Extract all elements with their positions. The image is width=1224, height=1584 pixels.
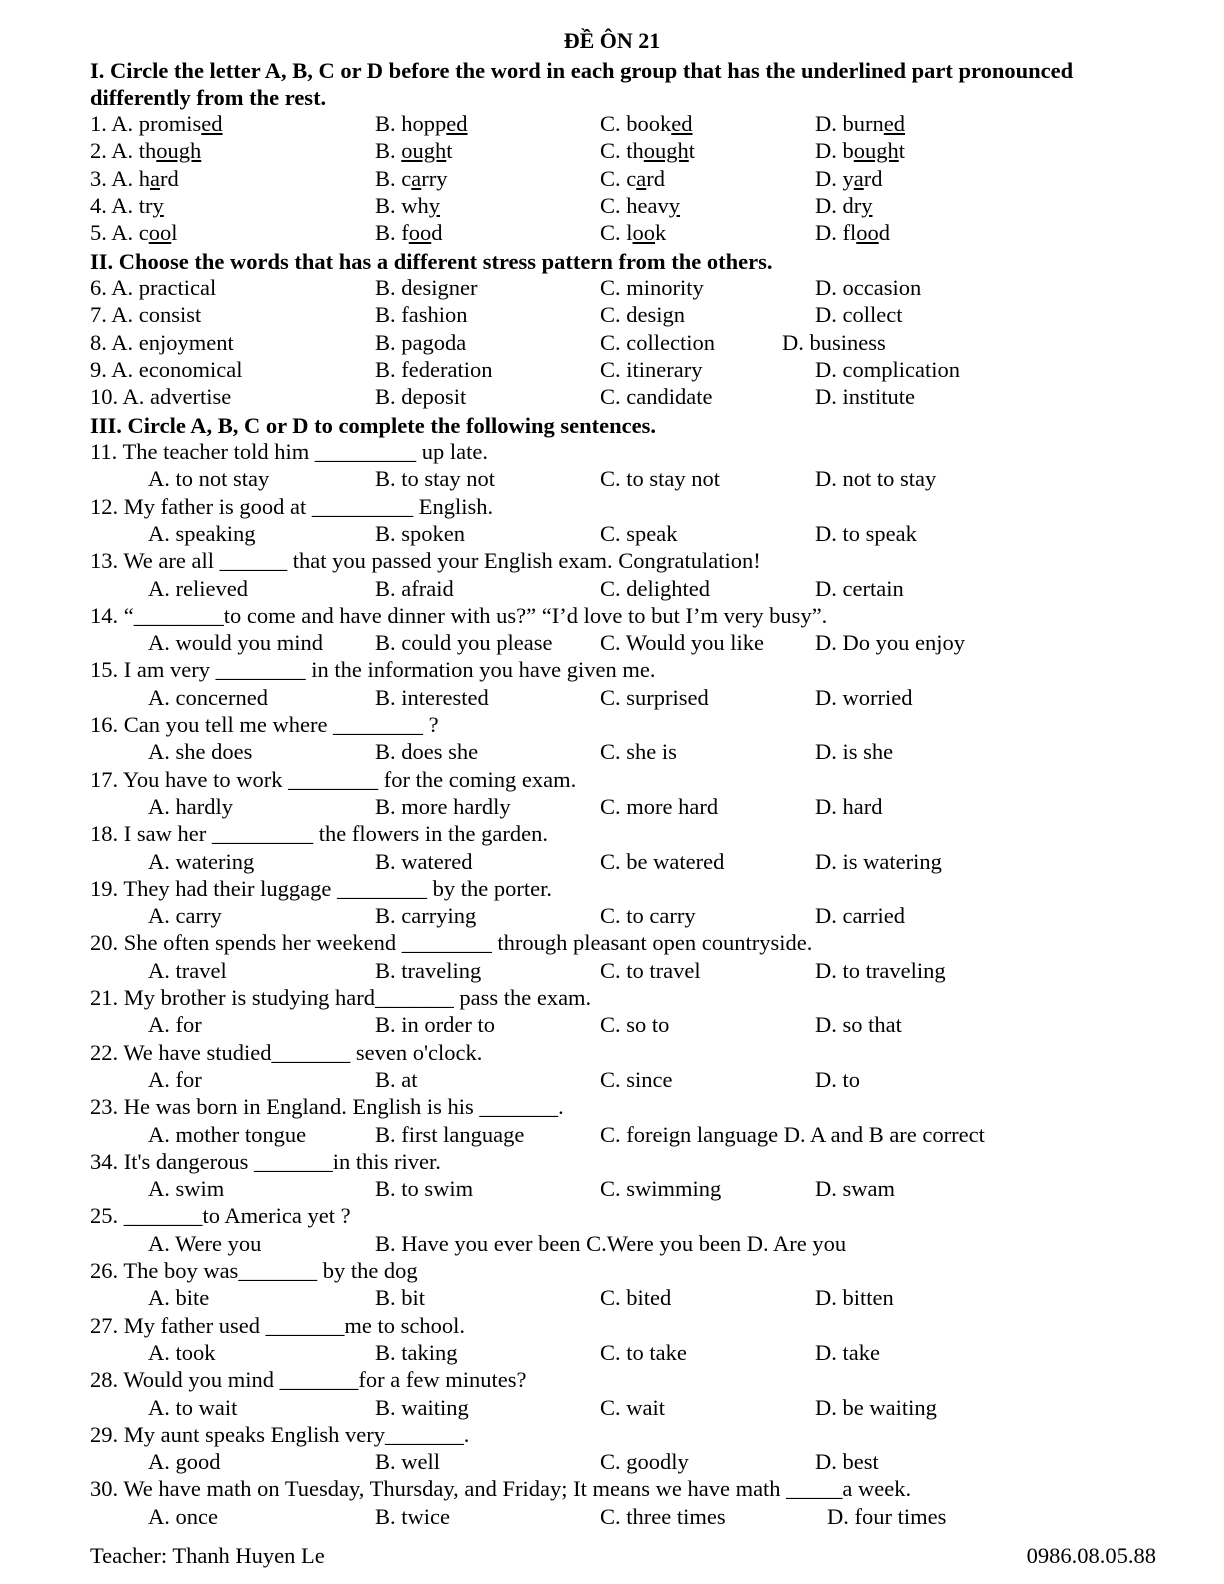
answer-option: A. travel xyxy=(148,957,227,983)
underlined-sound: oo xyxy=(632,220,656,246)
question-text: 26. The boy was_______ by the dog xyxy=(90,1258,418,1283)
answer-option: C. bited xyxy=(600,1285,672,1311)
answer-option: C. be watered xyxy=(600,848,725,874)
phone-number: 0986.08.05.88 xyxy=(1026,1543,1156,1568)
pronunciation-option xyxy=(90,193,164,219)
pronunciation-option xyxy=(815,193,873,219)
answer-option: D. Do you enjoy xyxy=(815,630,965,656)
option-text: D. y xyxy=(815,165,854,191)
answer-option: D. carried xyxy=(815,903,905,929)
option-text: rd xyxy=(863,165,883,191)
answer-option: A. took xyxy=(148,1339,216,1365)
answer-option: D. not to stay xyxy=(815,466,937,492)
option-text: d xyxy=(878,220,890,246)
answer-option: A. swim xyxy=(148,1176,225,1202)
option-text: D. burn xyxy=(815,111,884,136)
answer-option: B. spoken xyxy=(375,520,465,546)
answer-option: C. to take xyxy=(600,1339,687,1365)
question-text: 25. _______to America yet ? xyxy=(90,1203,351,1229)
option-text: B. wh xyxy=(375,192,429,218)
option-text: D. b xyxy=(815,138,854,164)
answer-option: C. foreign language D. A and B are correct xyxy=(600,1121,985,1147)
answer-option: D. best xyxy=(815,1449,879,1475)
answer-option: D. hard xyxy=(815,793,883,819)
pronunciation-option xyxy=(815,138,905,164)
option-text: D. dr xyxy=(815,192,862,218)
answer-option: B. afraid xyxy=(375,575,454,601)
underlined-sound: oo xyxy=(148,220,172,246)
answer-option: D. to xyxy=(815,1066,860,1092)
question-text: 23. He was born in England. English is his _______. xyxy=(90,1094,564,1120)
stress-option: 7. A. consist xyxy=(90,302,202,328)
answer-option: B. to stay not xyxy=(375,466,496,492)
document-title: ĐỀ ÔN 21 xyxy=(563,28,661,53)
answer-option: D. swam xyxy=(815,1176,895,1202)
question-text: 17. You have to work ________ for the coming exam. xyxy=(90,766,577,792)
answer-option: C. surprised xyxy=(600,684,709,710)
answer-option: B. at xyxy=(375,1066,418,1092)
pronunciation-option xyxy=(600,193,680,219)
answer-option: C. speak xyxy=(600,520,678,546)
underlined-sound: y xyxy=(861,192,873,218)
option-text: B. hopp xyxy=(375,111,447,136)
option-text: B. f xyxy=(375,220,409,246)
option-text: 2. A. th xyxy=(90,138,157,164)
pronunciation-option xyxy=(90,138,201,164)
answer-option: B. twice xyxy=(375,1503,450,1529)
stress-option: D. business xyxy=(782,329,886,355)
question-text: 18. I saw her _________ the flowers in the garden. xyxy=(90,821,549,847)
answer-option: C. since xyxy=(600,1066,673,1092)
answer-option: A. hardly xyxy=(148,793,233,819)
answer-option: B. does she xyxy=(375,739,479,765)
underlined-sound: a xyxy=(411,165,422,191)
underlined-sound: y xyxy=(428,192,441,218)
pronunciation-option xyxy=(375,220,443,246)
answer-option: D. four times xyxy=(827,1503,947,1529)
option-text: l xyxy=(171,220,178,246)
underlined-sound: y xyxy=(668,192,680,218)
answer-option: D. be waiting xyxy=(815,1394,937,1420)
question-text: 27. My father used _______me to school. xyxy=(90,1312,465,1338)
stress-option: D. institute xyxy=(815,384,915,410)
underlined-sound: ed xyxy=(883,111,905,136)
answer-option: A. once xyxy=(148,1503,218,1529)
underlined-sound: a xyxy=(636,165,647,191)
answer-option: B. first language xyxy=(375,1121,525,1147)
answer-option: C. she is xyxy=(600,739,677,765)
pronunciation-option xyxy=(815,220,890,246)
answer-option: D. so that xyxy=(815,1012,902,1038)
answer-option: A. for xyxy=(148,1012,202,1038)
answer-option: C. to stay not xyxy=(600,466,721,492)
section-1-heading: I. Circle the letter A, B, C or D before the word in each group that has the underlined part pronounced differently from the rest. xyxy=(90,58,1074,110)
answer-option: B. well xyxy=(375,1449,440,1475)
answer-option: C. Would you like xyxy=(600,630,765,656)
answer-option: B. traveling xyxy=(375,957,482,983)
option-text: rry xyxy=(421,165,448,191)
stress-option: D. collect xyxy=(815,302,903,328)
question-text: 15. I am very ________ in the information you have given me. xyxy=(90,657,656,683)
option-text: B. c xyxy=(375,165,412,191)
answer-option: B. Have you ever been C.Were you been D. Are you xyxy=(375,1230,847,1256)
pronunciation-option xyxy=(375,166,448,192)
question-text: 34. It's dangerous _______in this river. xyxy=(90,1148,441,1174)
answer-option: C. goodly xyxy=(600,1449,689,1475)
pronunciation-option xyxy=(90,111,223,137)
question-text: 22. We have studied_______ seven o'clock. xyxy=(90,1039,483,1065)
stress-option: D. occasion xyxy=(815,275,922,300)
underlined-sound: oo xyxy=(408,220,432,246)
option-text: 4. A. tr xyxy=(90,192,153,218)
pronunciation-option xyxy=(90,220,178,246)
question-text: 29. My aunt speaks English very_______. xyxy=(90,1421,470,1447)
answer-option: A. relieved xyxy=(148,575,248,601)
underlined-sound: oo xyxy=(856,220,879,246)
answer-option: A. concerned xyxy=(148,684,268,710)
stress-option: B. deposit xyxy=(375,384,467,410)
option-text: C. l xyxy=(600,220,633,246)
stress-option: B. pagoda xyxy=(375,329,467,355)
stress-option: C. itinerary xyxy=(600,356,703,382)
stress-option: D. complication xyxy=(815,356,960,382)
question-text: 11. The teacher told him _________ up late. xyxy=(90,439,489,464)
pronunciation-option xyxy=(600,138,695,164)
pronunciation-option xyxy=(815,111,905,137)
answer-option: A. would you mind xyxy=(148,630,324,656)
question-text: 30. We have math on Tuesday, Thursday, and Friday; It means we have math _____a week. xyxy=(90,1476,912,1502)
question-text: 19. They had their luggage ________ by the porter. xyxy=(90,875,552,901)
teacher-name: Teacher: Thanh Huyen Le xyxy=(90,1543,325,1568)
question-text: 12. My father is good at _________ English. xyxy=(90,493,494,519)
answer-option: D. certain xyxy=(815,575,904,601)
answer-option: C. delighted xyxy=(600,575,710,601)
underlined-sound: a xyxy=(150,165,161,191)
answer-option: B. carrying xyxy=(375,903,477,929)
option-text: C. heav xyxy=(600,192,669,218)
option-text: C. th xyxy=(600,138,644,164)
stress-option: 6. A. practical xyxy=(90,275,217,300)
answer-option: C. wait xyxy=(600,1394,665,1420)
answer-option: D. bitten xyxy=(815,1285,894,1311)
answer-option: C. to travel xyxy=(600,957,701,983)
question-text: 13. We are all ______ that you passed your English exam. Congratulation! xyxy=(90,548,761,574)
underlined-sound: ough xyxy=(401,138,447,164)
option-text: 5. A. c xyxy=(90,220,149,246)
option-text: rd xyxy=(646,165,665,191)
answer-option: C. more hard xyxy=(600,793,719,819)
underlined-sound: ed xyxy=(446,111,468,136)
answer-option: A. bite xyxy=(148,1285,210,1311)
option-text: rd xyxy=(160,165,179,191)
stress-option: B. designer xyxy=(375,275,478,300)
question-text: 20. She often spends her weekend ________ through pleasant open countryside. xyxy=(90,930,813,956)
answer-option: A. for xyxy=(148,1066,202,1092)
answer-option: C. so to xyxy=(600,1012,670,1038)
underlined-sound: ough xyxy=(643,138,689,164)
answer-option: B. taking xyxy=(375,1339,458,1365)
stress-option: C. collection xyxy=(600,329,715,355)
stress-option: 9. A. economical xyxy=(90,356,243,382)
answer-option: B. in order to xyxy=(375,1012,495,1038)
answer-option: D. to speak xyxy=(815,520,917,546)
section-3-heading: III. Circle A, B, C or D to complete the following sentences. xyxy=(90,413,656,438)
underlined-sound: ough xyxy=(156,138,202,164)
answer-option: D. take xyxy=(815,1339,880,1365)
answer-option: D. worried xyxy=(815,684,913,710)
answer-option: B. to swim xyxy=(375,1176,474,1202)
question-text: 28. Would you mind _______for a few minutes? xyxy=(90,1367,527,1393)
answer-option: B. bit xyxy=(375,1285,426,1311)
answer-option: B. interested xyxy=(375,684,489,710)
stress-option: C. candidate xyxy=(600,384,713,410)
stress-option: 8. A. enjoyment xyxy=(90,329,234,355)
stress-option: 10. A. advertise xyxy=(90,384,232,410)
question-text: 14. “________to come and have dinner with us?” “I’d love to but I’m very busy”. xyxy=(90,602,828,628)
pronunciation-option xyxy=(600,111,693,137)
answer-option: A. speaking xyxy=(148,520,256,546)
section-2-heading: II. Choose the words that has a different stress pattern from the others. xyxy=(90,249,773,274)
pronunciation-option xyxy=(375,138,453,164)
answer-option: A. to wait xyxy=(148,1394,238,1420)
option-text: C. c xyxy=(600,165,637,191)
option-text: B. xyxy=(375,138,402,164)
answer-option: A. she does xyxy=(148,739,253,765)
pronunciation-option xyxy=(90,166,179,192)
underlined-sound: ed xyxy=(671,111,693,136)
answer-option: A. carry xyxy=(148,903,222,929)
answer-option: B. watered xyxy=(375,848,473,874)
option-text: C. book xyxy=(600,111,672,136)
answer-option: D. is watering xyxy=(815,848,942,874)
pronunciation-option xyxy=(600,166,665,192)
pronunciation-option xyxy=(600,220,666,246)
pronunciation-option xyxy=(375,111,468,137)
answer-option: A. watering xyxy=(148,848,255,874)
answer-option: A. good xyxy=(148,1449,221,1475)
answer-option: A. to not stay xyxy=(148,466,270,492)
option-text: D. fl xyxy=(815,220,857,246)
underlined-sound: a xyxy=(853,165,864,191)
pronunciation-option xyxy=(375,193,440,219)
underlined-sound: ough xyxy=(853,138,899,164)
option-text: 3. A. h xyxy=(90,165,151,191)
answer-option: A. mother tongue xyxy=(148,1121,307,1147)
option-text: t xyxy=(688,138,696,164)
answer-option: C. swimming xyxy=(600,1176,722,1202)
answer-option: A. Were you xyxy=(148,1230,262,1256)
answer-option: C. to carry xyxy=(600,903,696,929)
answer-option: B. waiting xyxy=(375,1394,469,1420)
answer-option: B. could you please xyxy=(375,630,553,656)
question-text: 21. My brother is studying hard_______ pass the exam. xyxy=(90,985,592,1010)
answer-option: D. to traveling xyxy=(815,957,946,983)
stress-option: B. federation xyxy=(375,356,493,382)
stress-option: C. minority xyxy=(600,275,704,300)
option-text: d xyxy=(431,220,443,246)
pronunciation-option xyxy=(815,166,883,192)
option-text: 1. A. promis xyxy=(90,111,202,136)
stress-option: B. fashion xyxy=(375,302,468,328)
option-text: t xyxy=(898,138,906,164)
underlined-sound: ed xyxy=(201,111,223,136)
answer-option: B. more hardly xyxy=(375,793,511,819)
underlined-sound: y xyxy=(152,192,164,218)
option-text: t xyxy=(446,138,453,164)
option-text: k xyxy=(655,220,667,246)
answer-option: C. three times xyxy=(600,1503,726,1529)
question-text: 16. Can you tell me where ________ ? xyxy=(90,712,439,737)
stress-option: C. design xyxy=(600,302,686,328)
answer-option: D. is she xyxy=(815,739,894,765)
